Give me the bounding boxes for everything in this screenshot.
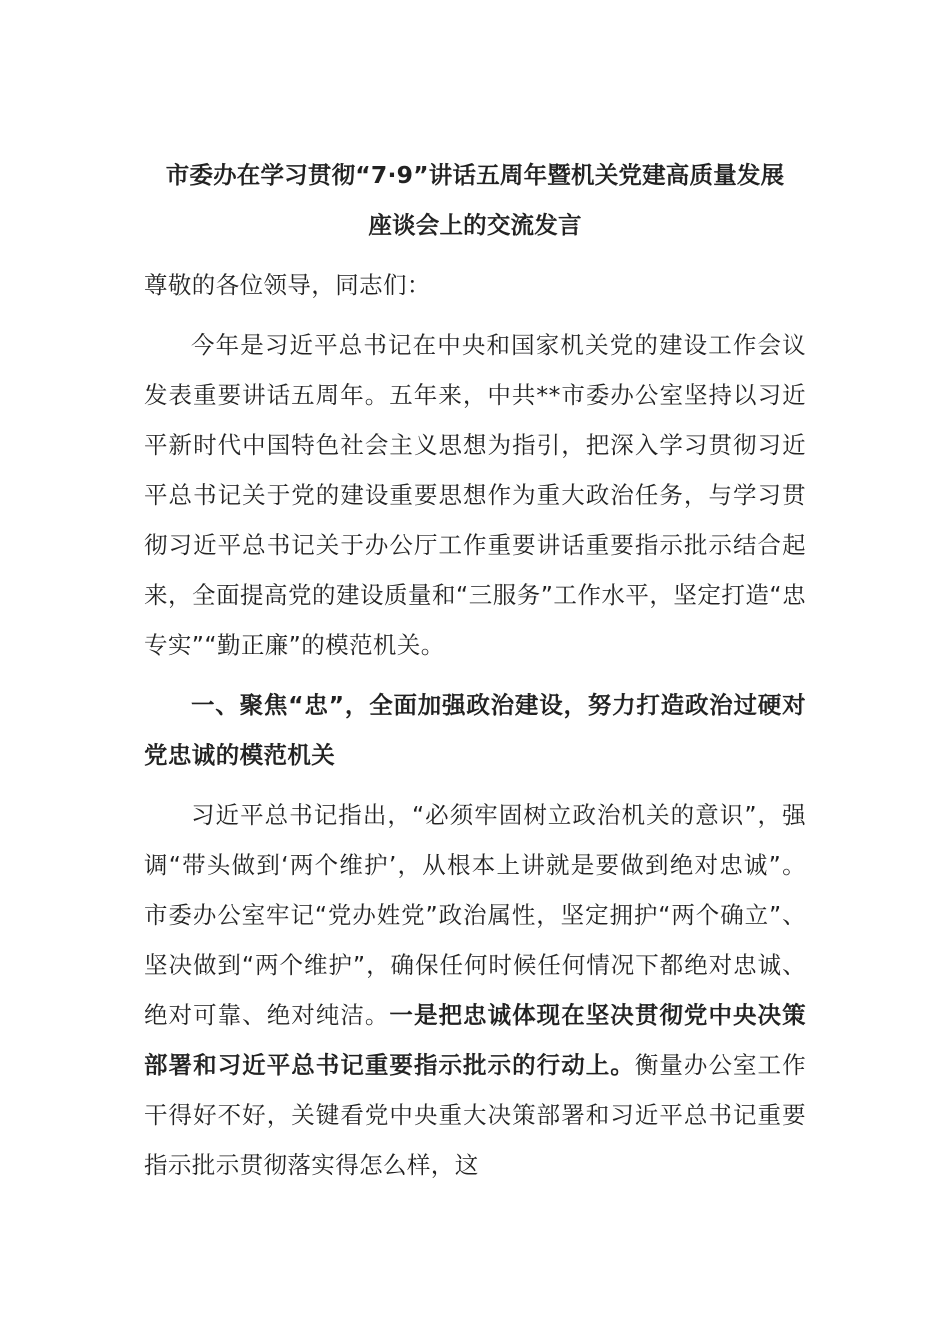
paragraph-section-1-text-b: 衡量办公室工作干得好不好，关键看党中央重大决策部署和习近平总书记重要指示批示贯彻落实得怎么样，这 (144, 1051, 806, 1179)
paragraph-section-1-text-a: 习近平总书记指出，“必须牢固树立政治机关的意识”，强调“带头做到‘两个维护’，从根本上讲就是要做到绝对忠诚”。市委办公室牢记“党办姓党”政治属性，坚定拥护“两个确立”、坚决做到“两个维护”，确保任何时候任何情况下都绝对忠诚、绝对可靠、绝对纯洁。 (144, 801, 806, 1029)
document-page (144, 150, 806, 1190)
paragraph-intro: 今年是习近平总书记在中央和国家机关党的建设工作会议发表重要讲话五周年。五年来，中共**市委办公室坚持以习近平新时代中国特色社会主义思想为指引，把深入学习贯彻习近平总书记关于党的建设重要思想作为重大政治任务，与学习贯彻习近平总书记关于办公厅工作重要讲话重要指示批示结合起来，全面提高党的建设质量和“三服务”工作水平，坚定打造“忠专实”“勤正廉”的模范机关。 (144, 331, 806, 659)
title-line-2: 座谈会上的交流发言 (368, 211, 582, 239)
salutation: 尊敬的各位领导，同志们： (144, 271, 431, 299)
title-line-1: 市委办在学习贯彻“7·9”讲话五周年暨机关党建高质量发展 (165, 161, 785, 189)
section-heading-1: 一、聚焦“忠”，全面加强政治建设，努力打造政治过硬对党忠诚的模范机关 (144, 691, 806, 769)
paragraph-section-1 (144, 790, 806, 1190)
document-title (144, 150, 806, 250)
paragraph-section-1-bold: 一是把忠诚体现在坚决贯彻党中央决策部署和习近平总书记重要指示批示的行动上。 (144, 1001, 806, 1079)
